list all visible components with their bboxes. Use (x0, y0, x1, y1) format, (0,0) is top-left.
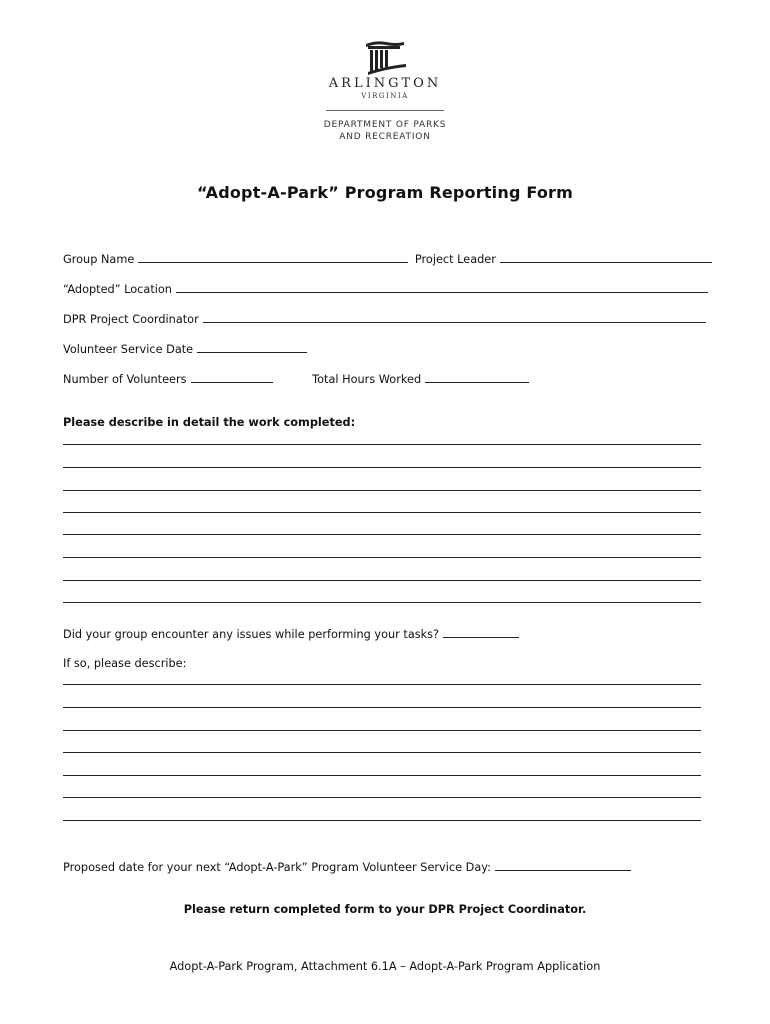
return-note: Please return completed form to your DPR Project Coordinator. (183, 903, 587, 916)
next-date-field[interactable] (495, 859, 631, 871)
issues-line[interactable] (63, 775, 701, 776)
project-leader-label: Project Leader (414, 253, 496, 266)
work-line[interactable] (63, 602, 701, 603)
hours-field[interactable] (425, 371, 529, 383)
volunteers-row (63, 371, 529, 386)
work-line[interactable] (63, 444, 701, 445)
issues-line[interactable] (63, 730, 701, 731)
group-name-label: Group Name (63, 253, 135, 266)
logo-name: ARLINGTON (328, 76, 442, 91)
issues-line[interactable] (63, 820, 701, 821)
location-row (63, 281, 708, 296)
logo-dept-line1: DEPARTMENT OF PARKS (323, 120, 447, 130)
work-line[interactable] (63, 490, 701, 491)
work-line[interactable] (63, 467, 701, 468)
next-date-label: Proposed date for your next “Adopt-A-Park” Program Volunteer Service Day: (63, 861, 491, 874)
issues-answer-field[interactable] (443, 626, 519, 638)
issues-line[interactable] (63, 797, 701, 798)
hours-label: Total Hours Worked (312, 373, 422, 386)
work-prompt: Please describe in detail the work completed: (63, 416, 356, 429)
work-line[interactable] (63, 580, 701, 581)
location-field[interactable] (176, 281, 708, 293)
service-date-row (63, 341, 307, 356)
logo-divider (326, 110, 444, 111)
page-footer: Adopt-A-Park Program, Attachment 6.1A – Adopt-A-Park Program Application (169, 960, 601, 973)
coordinator-row (63, 311, 706, 326)
volunteers-label: Number of Volunteers (63, 373, 187, 386)
coordinator-field[interactable] (203, 311, 706, 323)
arlington-logo (300, 40, 470, 143)
location-label: “Adopted” Location (63, 283, 172, 296)
project-leader-field[interactable] (500, 251, 712, 263)
work-line[interactable] (63, 557, 701, 558)
service-date-field[interactable] (197, 341, 307, 353)
work-line[interactable] (63, 512, 701, 513)
issues-question: Did your group encounter any issues while performing your tasks? (63, 628, 440, 641)
logo-state: VIRGINIA (361, 92, 409, 100)
service-date-label: Volunteer Service Date (63, 343, 194, 356)
work-line[interactable] (63, 534, 701, 535)
group-name-row (63, 251, 712, 266)
issues-line[interactable] (63, 752, 701, 753)
issues-line[interactable] (63, 707, 701, 708)
issues-row (63, 626, 519, 641)
logo-dept-line2: AND RECREATION (339, 132, 431, 142)
coordinator-label: DPR Project Coordinator (63, 313, 199, 326)
group-name-field[interactable] (138, 251, 408, 263)
volunteers-field[interactable] (191, 371, 273, 383)
form-title: “Adopt-A-Park” Program Reporting Form (196, 183, 574, 202)
next-date-row (63, 859, 631, 874)
issues-line[interactable] (63, 684, 701, 685)
arlington-house-icon (362, 40, 408, 76)
issues-describe-label: If so, please describe: (63, 657, 187, 670)
